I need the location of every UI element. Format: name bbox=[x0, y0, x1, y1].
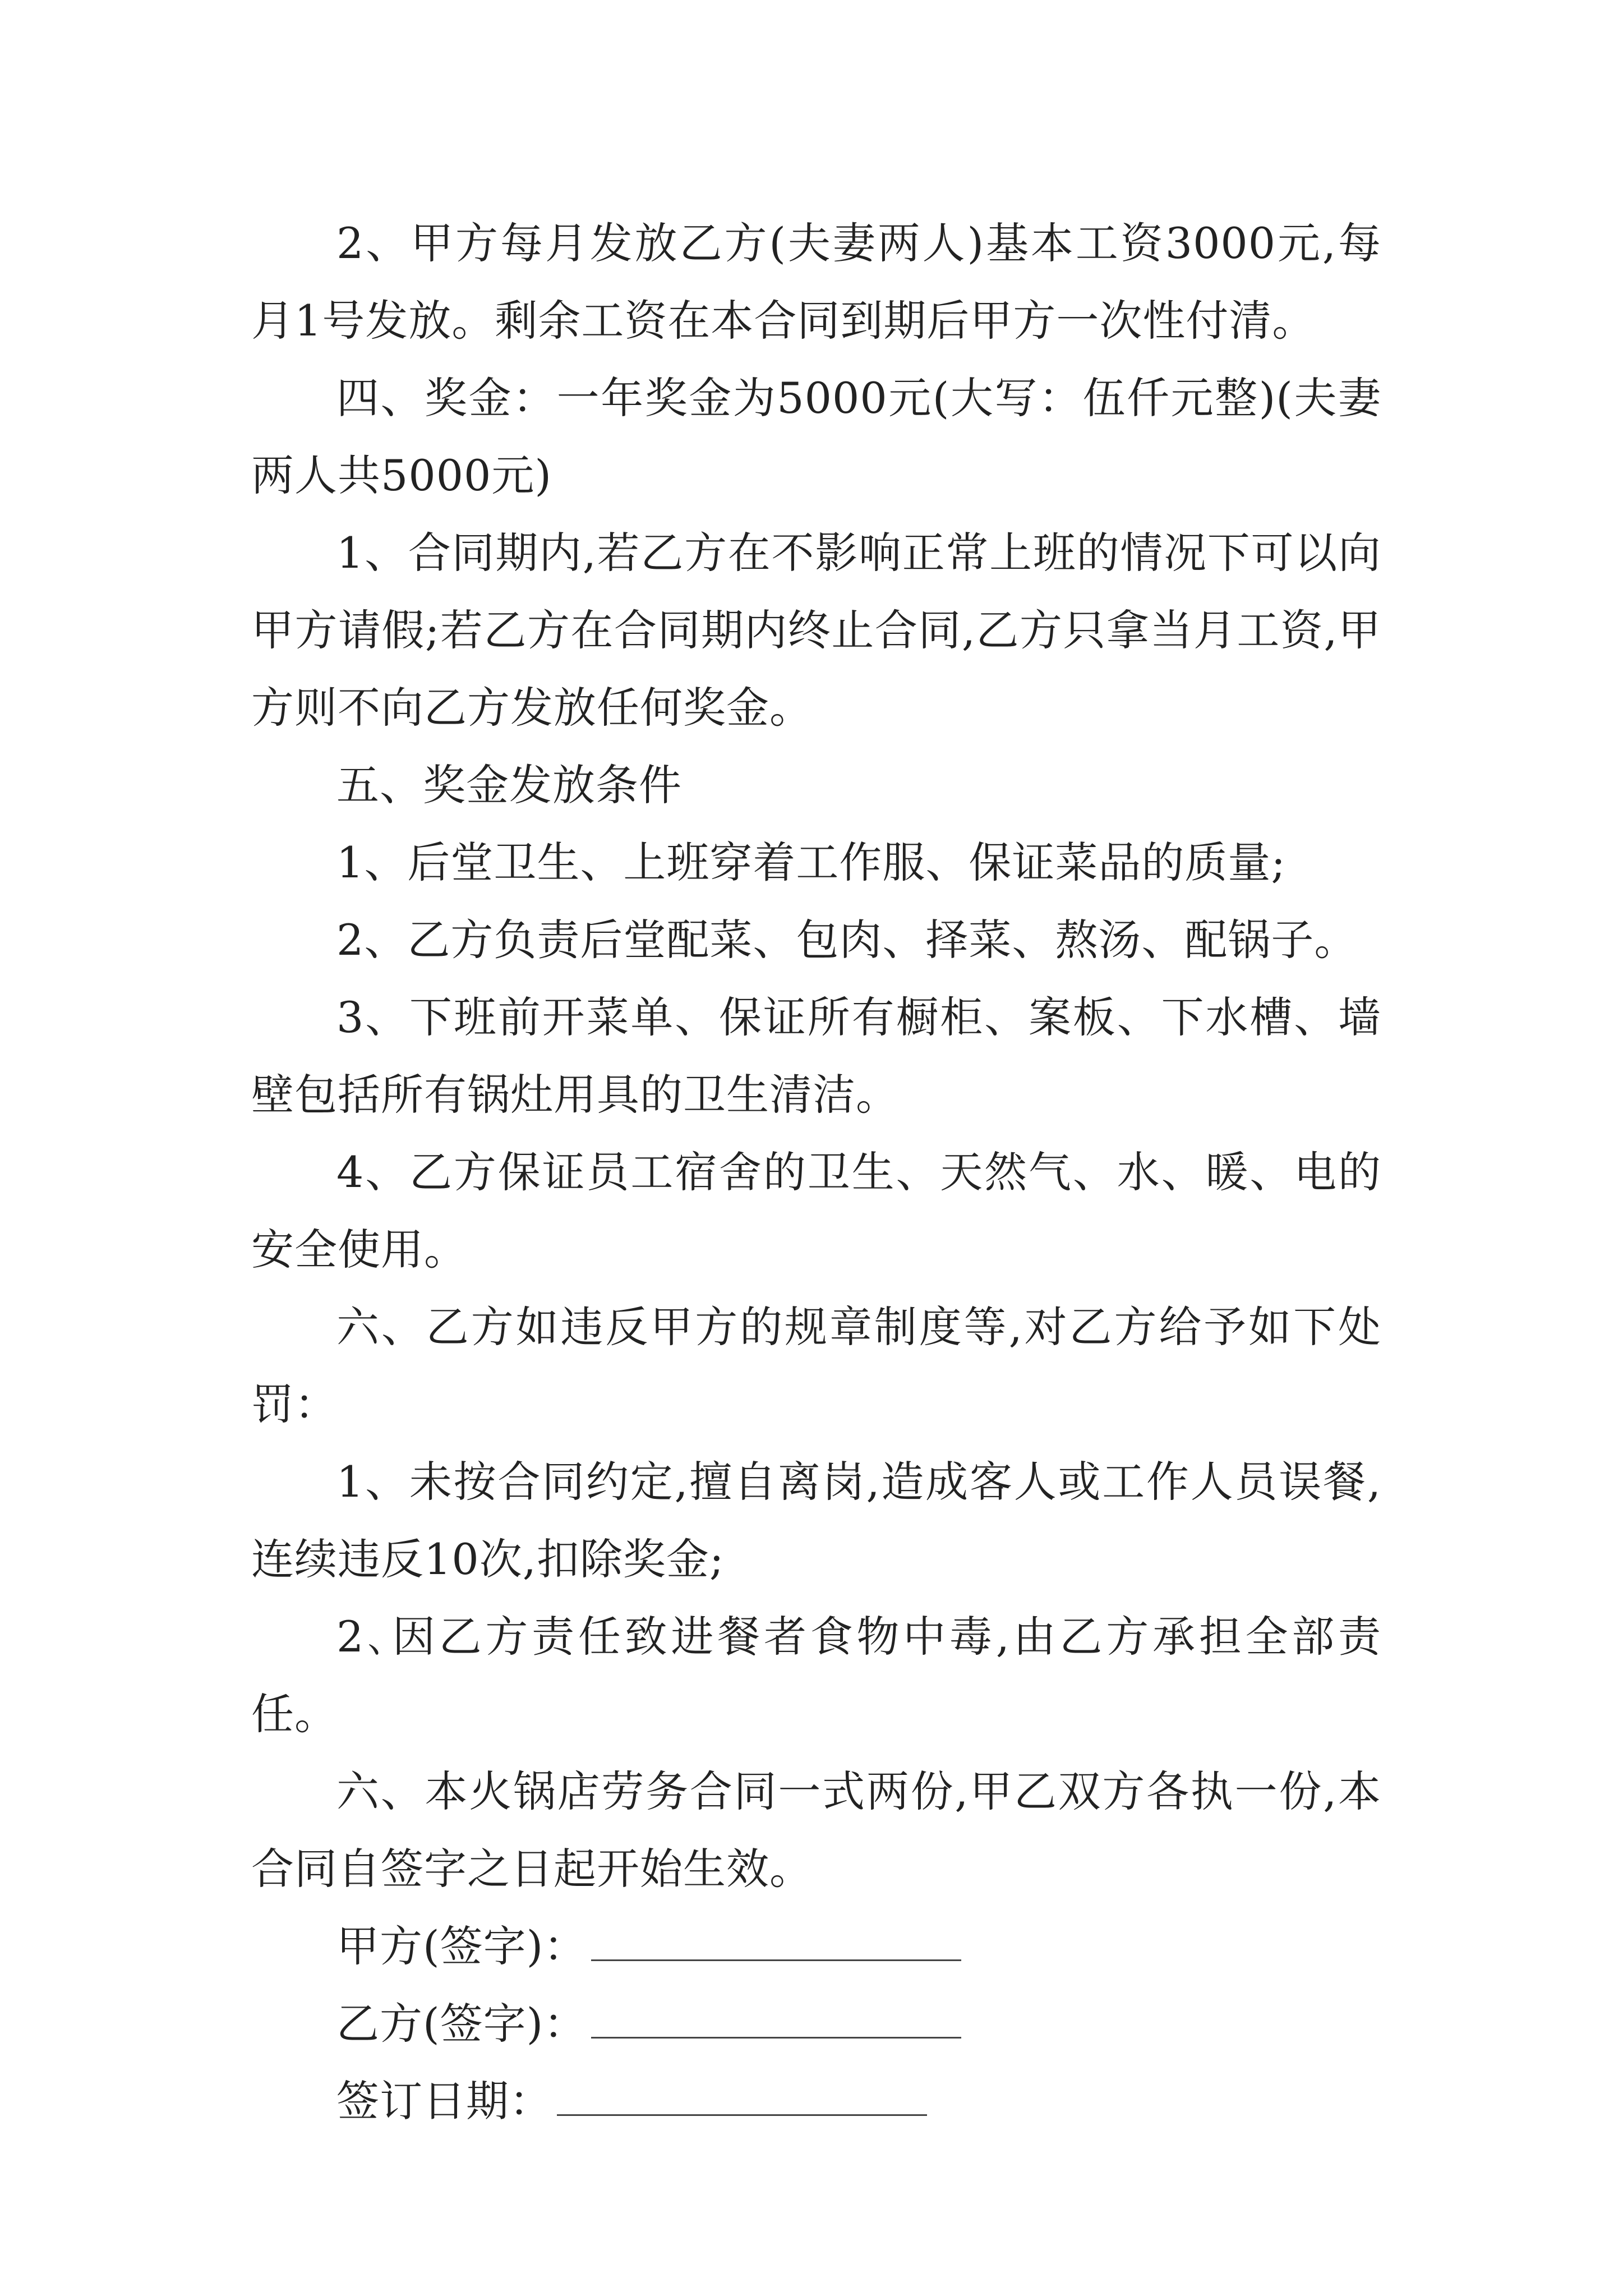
signature-party-a-label: 甲方(签字)： bbox=[336, 1921, 587, 1971]
paragraph-penalty-1: 1、未按合同约定,擅自离岗,造成客人或工作人员误餐,连续违反10次,扣除奖金; bbox=[251, 1457, 1381, 1584]
paragraph-effective-clause: 六、本火锅店劳务合同一式两份,甲乙双方各执一份,本合同自签字之日起开始生效。 bbox=[251, 1766, 1381, 1894]
signature-party-b bbox=[251, 1985, 1381, 2063]
paragraph-penalty-heading: 六、乙方如违反甲方的规章制度等,对乙方给予如下处罚： bbox=[251, 1302, 1381, 1429]
paragraph-bonus-heading: 四、奖金：一年奖金为5000元(大写：伍仟元整)(夫妻两人共5000元) bbox=[251, 373, 1381, 500]
signature-party-b-label: 乙方(签字)： bbox=[336, 1999, 587, 2049]
signature-party-b-blank bbox=[591, 2003, 961, 2039]
paragraph-condition-1: 1、后堂卫生、上班穿着工作服、保证菜品的质量; bbox=[336, 838, 1286, 887]
contract-body bbox=[251, 205, 1381, 2140]
paragraph-condition-4: 4、乙方保证员工宿舍的卫生、天然气、水、暖、电的安全使用。 bbox=[251, 1147, 1381, 1274]
signature-date-blank bbox=[557, 2081, 927, 2116]
paragraph-condition-3: 3、下班前开菜单、保证所有橱柜、案板、下水槽、墙壁包括所有锅灶用具的卫生清洁。 bbox=[251, 992, 1381, 1120]
signature-party-a bbox=[251, 1908, 1381, 1985]
paragraph-bonus-conditions-heading: 五、奖金发放条件 bbox=[336, 760, 682, 810]
signature-date-label: 签订日期： bbox=[336, 2076, 552, 2126]
signature-party-a-blank bbox=[591, 1926, 961, 1961]
paragraph-penalty-2: 2､因乙方责任致进餐者食物中毒,由乙方承担全部责任。 bbox=[251, 1612, 1381, 1739]
paragraph-wage-payment: 2、甲方每月发放乙方(夫妻两人)基本工资3000元,每月1号发放。剩余工资在本合同到期后甲方一次性付清。 bbox=[251, 218, 1381, 346]
signature-date bbox=[251, 2063, 1381, 2140]
paragraph-leave-policy: 1、合同期内,若乙方在不影响正常上班的情况下可以向甲方请假;若乙方在合同期内终止合同,乙方只拿当月工资,甲方则不向乙方发放任何奖金。 bbox=[251, 528, 1381, 733]
paragraph-condition-2: 2、乙方负责后堂配菜、包肉、择菜、熬汤、配锅子。 bbox=[336, 915, 1358, 965]
